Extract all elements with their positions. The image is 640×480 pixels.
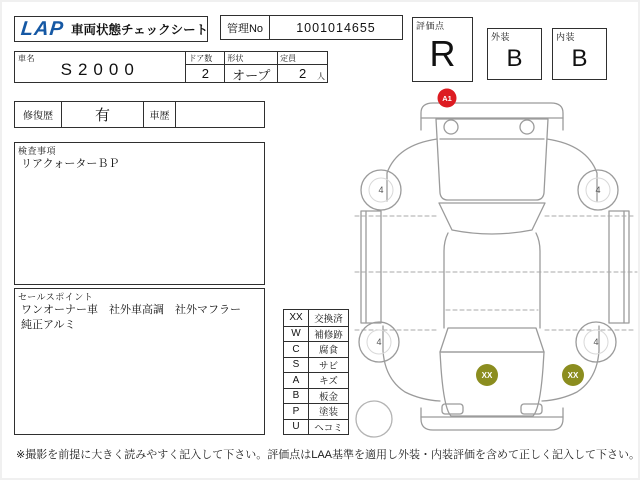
right-door-panel	[609, 211, 629, 323]
repair-history-table	[14, 101, 265, 128]
control-number-value: 1001014655	[296, 20, 376, 35]
body-shape-label: 形状	[225, 52, 277, 65]
hood-outline	[436, 119, 548, 200]
legend-code: B	[284, 388, 309, 404]
interior-score-label: 内装	[556, 32, 576, 42]
header-title-box	[14, 16, 208, 42]
interior-score-box	[552, 28, 607, 80]
exterior-score-box	[487, 28, 542, 80]
sales-points-label: セールスポイント	[18, 292, 94, 302]
tire-tread-value: 4	[376, 337, 382, 347]
vehicle-info-table	[14, 51, 328, 83]
legend-desc: ヘコミ	[309, 419, 348, 435]
repair-history-label: 修復歴	[15, 102, 62, 127]
overall-score-label: 評価点	[416, 21, 445, 31]
condition-legend-table	[283, 309, 349, 435]
overall-score-box	[412, 17, 473, 82]
legend-code: P	[284, 403, 309, 419]
taillight-left-icon	[442, 404, 463, 414]
car-history-label: 車歴	[144, 102, 176, 127]
doors-label: ドア数	[186, 52, 224, 65]
legend-code: C	[284, 341, 309, 357]
control-number-box	[220, 15, 403, 40]
legend-code: S	[284, 357, 309, 373]
vehicle-name-label: 車名	[18, 54, 35, 63]
legend-code: A	[284, 372, 309, 388]
front-right-fender-outline	[547, 139, 597, 201]
lap-logo: LAP	[19, 18, 66, 40]
sales-points-box	[14, 288, 265, 435]
headlight-right-icon	[520, 120, 534, 134]
body-shape-value: オープ	[232, 68, 271, 83]
sales-points-content: ワンオーナー車 社外車高調 社外マフラー 純正アルミ	[21, 304, 252, 332]
overall-score-value: R	[429, 32, 456, 74]
repair-history-value: 有	[62, 102, 144, 127]
legend-code: U	[284, 419, 309, 435]
rear-right-fender-outline	[542, 326, 599, 401]
car-damage-diagram	[353, 83, 640, 455]
legend-desc: サビ	[309, 357, 348, 373]
rear-left-fender-outline	[383, 326, 440, 401]
body-side-left-line	[444, 233, 448, 328]
doors-cell	[186, 52, 225, 82]
spare-tire-icon	[356, 401, 392, 437]
footer-note: ※撮影を前提に大きく読みやすく記入して下さい。評価点はLAA基準を適用し外装・内装評価を含めて正しく記入して下さい。	[16, 449, 640, 461]
inspection-items-label: 検査事項	[18, 146, 57, 156]
windshield-outline	[439, 203, 545, 234]
tire-tread-value: 4	[593, 337, 599, 347]
doors-value: 2	[201, 66, 209, 81]
tire-tread-value: 4	[378, 185, 384, 195]
car-history-value	[176, 102, 264, 127]
taillight-right-icon	[521, 404, 542, 414]
vehicle-name-value: S2000	[60, 59, 140, 79]
left-door-panel	[361, 211, 381, 323]
legend-desc: 腐食	[309, 341, 348, 357]
capacity-unit: 人	[317, 72, 325, 81]
rear-window-outline	[440, 328, 544, 352]
control-number-label: 管理No	[221, 16, 270, 39]
legend-code: W	[284, 326, 309, 342]
front-left-fender-outline	[387, 139, 437, 201]
legend-code: XX	[284, 310, 309, 326]
marker-a1-label: A1	[442, 94, 452, 103]
capacity-number: 2	[298, 66, 307, 81]
front-bumper-outline	[421, 103, 563, 130]
headlight-left-icon	[444, 120, 458, 134]
sheet-title: 車両状態チェックシート	[71, 23, 209, 37]
legend-desc: 板金	[309, 388, 348, 404]
capacity-label: 定員	[278, 52, 327, 65]
body-side-right-line	[536, 233, 540, 328]
inspection-items-box	[14, 142, 265, 285]
capacity-cell	[278, 52, 327, 82]
legend-desc: 補修跡	[309, 326, 348, 342]
exterior-score-label: 外装	[491, 32, 511, 42]
legend-desc: 塗装	[309, 403, 348, 419]
marker-xx-trunk-label: XX	[481, 371, 493, 380]
interior-score-value: B	[571, 44, 588, 72]
legend-desc: 交換済	[314, 313, 343, 325]
body-shape-cell	[225, 52, 278, 82]
vehicle-name-cell	[15, 52, 186, 82]
marker-xx-fender-label: XX	[567, 371, 579, 380]
capacity-value	[278, 65, 327, 82]
inspection-items-content: リアクォーターＢＰ	[21, 158, 120, 170]
exterior-score-value: B	[506, 44, 523, 72]
legend-desc: キズ	[309, 372, 348, 388]
tire-tread-value: 4	[595, 185, 601, 195]
